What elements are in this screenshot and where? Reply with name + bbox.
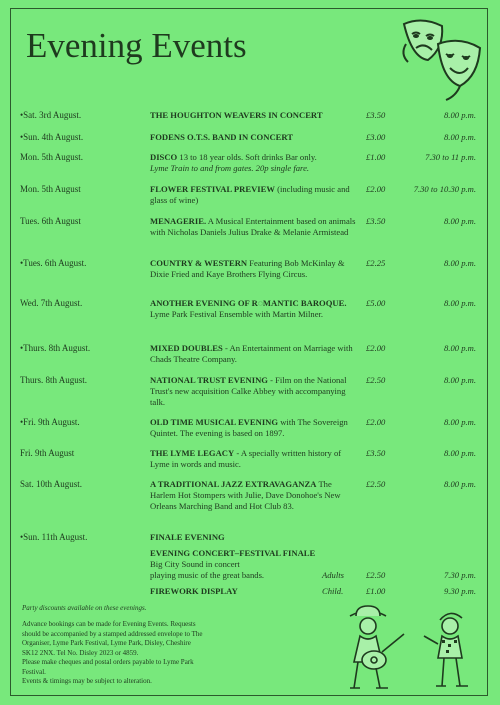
event-note: Lyme Train to and from gates. 20p single fare. — [150, 163, 310, 173]
musicians-illustration — [330, 600, 480, 692]
event-description — [150, 343, 358, 365]
event-price: £2.25 — [366, 258, 386, 268]
event-description — [150, 479, 358, 512]
event-detail: 13 to 18 year olds. Soft drinks Bar only. — [179, 152, 317, 162]
booking-line: SK12 2NX. Tel No. Disley 2023 or 4859. — [22, 648, 139, 657]
event-heading: THE HOUGHTON WEAVERS IN CONCERT — [150, 110, 323, 120]
event-description — [150, 184, 358, 206]
page-title: Evening Events — [26, 26, 247, 65]
event-description — [150, 417, 358, 439]
child-price: £1.00 — [366, 586, 386, 596]
event-time: 8.00 p.m. — [444, 298, 476, 308]
event-time: 8.00 p.m. — [444, 417, 476, 427]
adults-price: £2.50 — [366, 570, 386, 580]
event-heading: FINALE EVENING — [150, 532, 225, 542]
booking-line: Please make cheques and postal orders payable to Lyme Park — [22, 658, 194, 666]
booking-line: should be accompanied by a stamped addressed envelope to The — [22, 629, 203, 638]
event-description — [150, 216, 358, 238]
event-time: 8.00 p.m. — [444, 343, 476, 353]
event-date: Mon. 5th August — [20, 184, 81, 194]
event-description — [150, 152, 358, 174]
event-time: 8.00 p.m. — [444, 375, 476, 385]
booking-line: Organiser, Lyme Park Festival, Lyme Park, Disley, Cheshire — [22, 639, 191, 647]
event-time: 8.00 p.m. — [444, 448, 476, 458]
event-time: 8.00 p.m. — [444, 479, 476, 489]
booking-line: Festival. — [22, 667, 46, 676]
concert-line: playing music of the great bands. — [150, 570, 265, 580]
event-heading: COUNTRY & WESTERN — [150, 258, 248, 268]
concert-heading: EVENING CONCERT–FESTIVAL FINALE — [150, 548, 316, 558]
event-heading: MIXED DOUBLES — [150, 343, 223, 353]
event-detail: - A specially written history of Lyme in words and music. — [150, 448, 342, 469]
event-description — [150, 132, 358, 143]
event-detail: (including music and glass of wine) — [150, 184, 350, 205]
adults-label: Adults — [322, 570, 344, 580]
event-price: £3.50 — [366, 110, 386, 120]
event-description — [150, 110, 358, 121]
event-heading: A TRADITIONAL JAZZ EXTRAVAGANZA — [150, 479, 317, 489]
event-detail: - An Entertainment on Marriage with Chads Theatre Company. — [150, 343, 353, 364]
event-heading: DISCO — [150, 152, 178, 162]
event-price: £2.50 — [366, 375, 386, 385]
event-time: 8.00 p.m. — [444, 110, 476, 120]
event-heading: FODENS O.T.S. BAND IN CONCERT — [150, 132, 294, 142]
event-date: •Thurs. 8th August. — [20, 343, 91, 353]
event-detail: with The Sovereign Quintet. The evening is based on 1897. — [150, 417, 348, 438]
event-price: £2.00 — [366, 343, 386, 353]
event-detail: Lyme Park Festival Ensemble with Martin Milner. — [150, 309, 324, 319]
event-price: £2.00 — [366, 417, 386, 427]
event-date: •Tues. 6th August. — [20, 258, 87, 268]
event-date: Fri. 9th August — [20, 448, 75, 458]
event-description — [150, 375, 358, 408]
event-detail: - Film on the National Trust's new acquisition Calke Abbey with accompanying talk. — [150, 375, 347, 407]
event-date: Tues. 6th August — [20, 216, 81, 226]
booking-info — [22, 620, 287, 687]
event-detail: The Harlem Hot Stompers with Julie, Dave Donohoe's New Orleans Marching Band and Hot Club 83. — [150, 479, 341, 511]
event-date: Sat. 10th August. — [20, 479, 83, 489]
event-date: Mon. 5th August. — [20, 152, 84, 162]
child-time: 9.30 p.m. — [444, 586, 476, 596]
event-heading: FLOWER FESTIVAL PREVIEW — [150, 184, 275, 194]
event-heading: OLD TIME MUSICAL EVENING — [150, 417, 279, 427]
event-price: £5.00 — [366, 298, 386, 308]
event-date: •Sat. 3rd August. — [20, 110, 82, 120]
event-time: 7.30 to 11 p.m. — [425, 152, 476, 162]
event-description — [150, 298, 358, 320]
theatre-masks-icon — [398, 14, 486, 104]
event-date: •Sun. 4th August. — [20, 132, 84, 142]
event-description — [150, 448, 358, 470]
event-date: •Fri. 9th August. — [20, 417, 80, 427]
event-price: £3.00 — [366, 132, 386, 142]
event-time: 8.00 p.m. — [444, 132, 476, 142]
booking-line: Advance bookings can be made for Evening Events. Requests — [22, 620, 196, 628]
event-detail: Featuring Bob McKinlay & Dixie Fried and Kaye Brothers Flying Circus. — [150, 258, 345, 279]
booking-line: Events & timings may be subject to alteration. — [22, 677, 152, 685]
event-price: £1.00 — [366, 152, 386, 162]
event-heading: MENAGERIE. — [150, 216, 207, 226]
adults-time: 7.30 p.m. — [444, 570, 476, 580]
party-discount-note: Party discounts available on these evenings. — [22, 604, 147, 612]
event-price: £2.00 — [366, 184, 386, 194]
event-heading: ANOTHER EVENING OF R◌MANTIC BAROQUE. — [150, 298, 347, 308]
event-time: 7.30 to 10.30 p.m. — [413, 184, 476, 194]
event-description — [150, 258, 358, 280]
event-time: 8.00 p.m. — [444, 258, 476, 268]
event-date: Thurs. 8th August. — [20, 375, 88, 385]
event-heading: THE LYME LEGACY — [150, 448, 235, 458]
event-price: £3.50 — [366, 448, 386, 458]
event-price: £3.50 — [366, 216, 386, 226]
event-date: •Sun. 11th August. — [20, 532, 88, 542]
event-date: Wed. 7th August. — [20, 298, 83, 308]
event-heading: NATIONAL TRUST EVENING — [150, 375, 268, 385]
child-label: Child. — [322, 586, 344, 596]
event-price: £2.50 — [366, 479, 386, 489]
event-time: 8.00 p.m. — [444, 216, 476, 226]
event-detail: A Musical Entertainment based on animals with Nicholas Daniels Julius Drake & Melanie Armistead — [150, 216, 356, 237]
firework-heading: FIREWORK DISPLAY — [150, 586, 238, 596]
concert-line: Big City Sound in concert — [150, 559, 240, 569]
